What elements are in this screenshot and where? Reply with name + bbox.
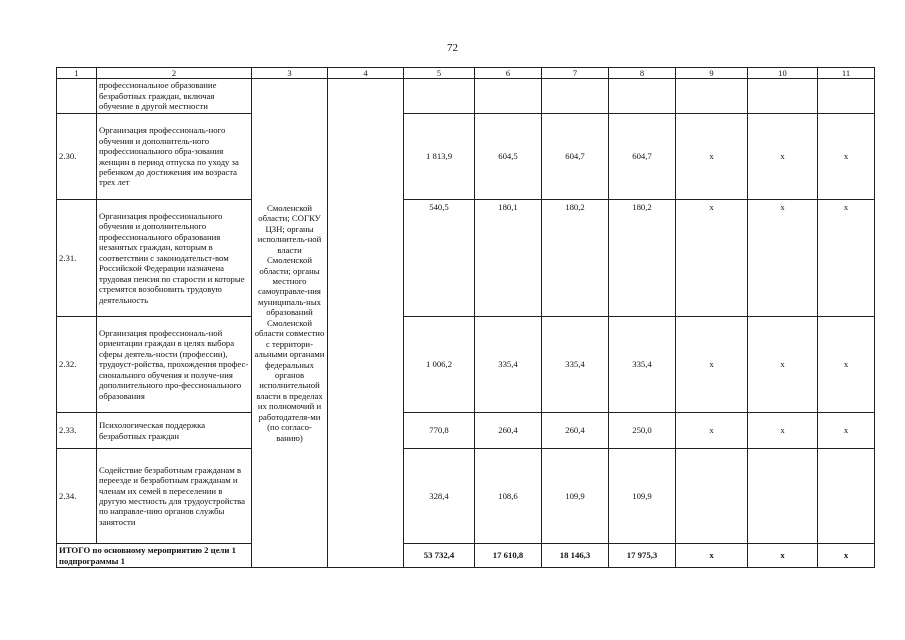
value-cell: [748, 79, 818, 114]
table-row: [57, 79, 875, 114]
value-cell: x: [818, 413, 875, 449]
funding-source-cell: [328, 79, 404, 568]
value-cell: x: [818, 317, 875, 413]
table-row: [57, 449, 875, 544]
column-header: 2: [97, 68, 252, 79]
value-cell: 180,1: [475, 200, 542, 317]
value-cell: [404, 79, 475, 114]
total-value-cell: 53 732,4: [404, 544, 475, 568]
value-cell: 540,5: [404, 200, 475, 317]
value-cell: [475, 79, 542, 114]
value-cell: x: [748, 317, 818, 413]
value-cell: 604,7: [609, 114, 676, 200]
value-cell: [609, 79, 676, 114]
value-cell: x: [748, 114, 818, 200]
column-header: 4: [328, 68, 404, 79]
value-cell: 335,4: [475, 317, 542, 413]
value-cell: [818, 79, 875, 114]
value-cell: 180,2: [609, 200, 676, 317]
column-header: 11: [818, 68, 875, 79]
program-table: [56, 67, 875, 568]
value-cell: 1 006,2: [404, 317, 475, 413]
table-row: [57, 413, 875, 449]
activity-name-cell: профессиональное образование безработных граждан, включая обучение в другой местности: [97, 79, 252, 114]
value-cell: x: [748, 413, 818, 449]
value-cell: [818, 449, 875, 544]
column-header: 7: [542, 68, 609, 79]
value-cell: [676, 79, 748, 114]
value-cell: [542, 79, 609, 114]
row-number-cell: 2.30.: [57, 114, 97, 200]
value-cell: 109,9: [609, 449, 676, 544]
table-row: [57, 317, 875, 413]
total-value-cell: 17 610,8: [475, 544, 542, 568]
column-number-row: [57, 68, 875, 79]
column-header: 6: [475, 68, 542, 79]
total-value-cell: x: [676, 544, 748, 568]
column-header: 3: [252, 68, 328, 79]
value-cell: 250,0: [609, 413, 676, 449]
column-header: 1: [57, 68, 97, 79]
total-value-cell: x: [748, 544, 818, 568]
row-number-cell: 2.34.: [57, 449, 97, 544]
value-cell: 604,7: [542, 114, 609, 200]
value-cell: [748, 449, 818, 544]
value-cell: 260,4: [542, 413, 609, 449]
row-number-cell: [57, 79, 97, 114]
table-row: [57, 114, 875, 200]
column-header: 10: [748, 68, 818, 79]
total-value-cell: x: [818, 544, 875, 568]
total-value-cell: 17 975,3: [609, 544, 676, 568]
total-value-cell: 18 146,3: [542, 544, 609, 568]
value-cell: x: [676, 413, 748, 449]
value-cell: x: [748, 200, 818, 317]
value-cell: x: [818, 114, 875, 200]
value-cell: 109,9: [542, 449, 609, 544]
value-cell: 770,8: [404, 413, 475, 449]
column-header: 5: [404, 68, 475, 79]
value-cell: [676, 449, 748, 544]
value-cell: 1 813,9: [404, 114, 475, 200]
table-row: [57, 200, 875, 317]
activity-name-cell: Организация профессионального обучения и дополнительного профессионального образования незанятых граждан, которым в соответствии с законодательст-вом Российской Федерации назначена трудовая пенсия по старости и которые стремятся возобновить трудовую деятельность: [97, 200, 252, 317]
column-header: 8: [609, 68, 676, 79]
row-number-cell: 2.32.: [57, 317, 97, 413]
executor-cell: Смоленской области; СОГКУ ЦЗН; органы исполнитель-ной власти Смоленской области; органы местного самоуправле-ния муниципаль-ных образований Смоленской области совместно с территори-альными органами федеральных органов исполнительной власти в пределах их полномочий и работодателя-ми (по согласо-ванию): [252, 79, 328, 568]
value-cell: 335,4: [609, 317, 676, 413]
activity-name-cell: Организация профессиональ-ного обучения и дополнитель-ного профессионального обра-зования женщин в период отпуска по уходу за ребенком до достижения им возраста трех лет: [97, 114, 252, 200]
activity-name-cell: Организация профессиональ-ной ориентации граждан в целях выбора сферы деятель-ности (профессии), трудоуст-ройства, прохождения профес-сионального обучения и получе-ния дополнительного про-фессионального образования: [97, 317, 252, 413]
total-label: ИТОГО по основному мероприятию 2 цели 1 подпрограммы 1: [57, 544, 252, 568]
total-row: [57, 544, 875, 568]
value-cell: 108,6: [475, 449, 542, 544]
row-number-cell: 2.33.: [57, 413, 97, 449]
row-number-cell: 2.31.: [57, 200, 97, 317]
value-cell: 180,2: [542, 200, 609, 317]
value-cell: 260,4: [475, 413, 542, 449]
value-cell: x: [818, 200, 875, 317]
value-cell: 335,4: [542, 317, 609, 413]
value-cell: x: [676, 317, 748, 413]
value-cell: x: [676, 200, 748, 317]
page-number: 72: [447, 42, 458, 54]
value-cell: 604,5: [475, 114, 542, 200]
value-cell: 328,4: [404, 449, 475, 544]
activity-name-cell: Содействие безработным гражданам в переезде и безработным гражданам и членам их семей в переселении в другую местность для трудоустройства по направле-нию органов службы занятости: [97, 449, 252, 544]
column-header: 9: [676, 68, 748, 79]
value-cell: x: [676, 114, 748, 200]
activity-name-cell: Психологическая поддержка безработных граждан: [97, 413, 252, 449]
